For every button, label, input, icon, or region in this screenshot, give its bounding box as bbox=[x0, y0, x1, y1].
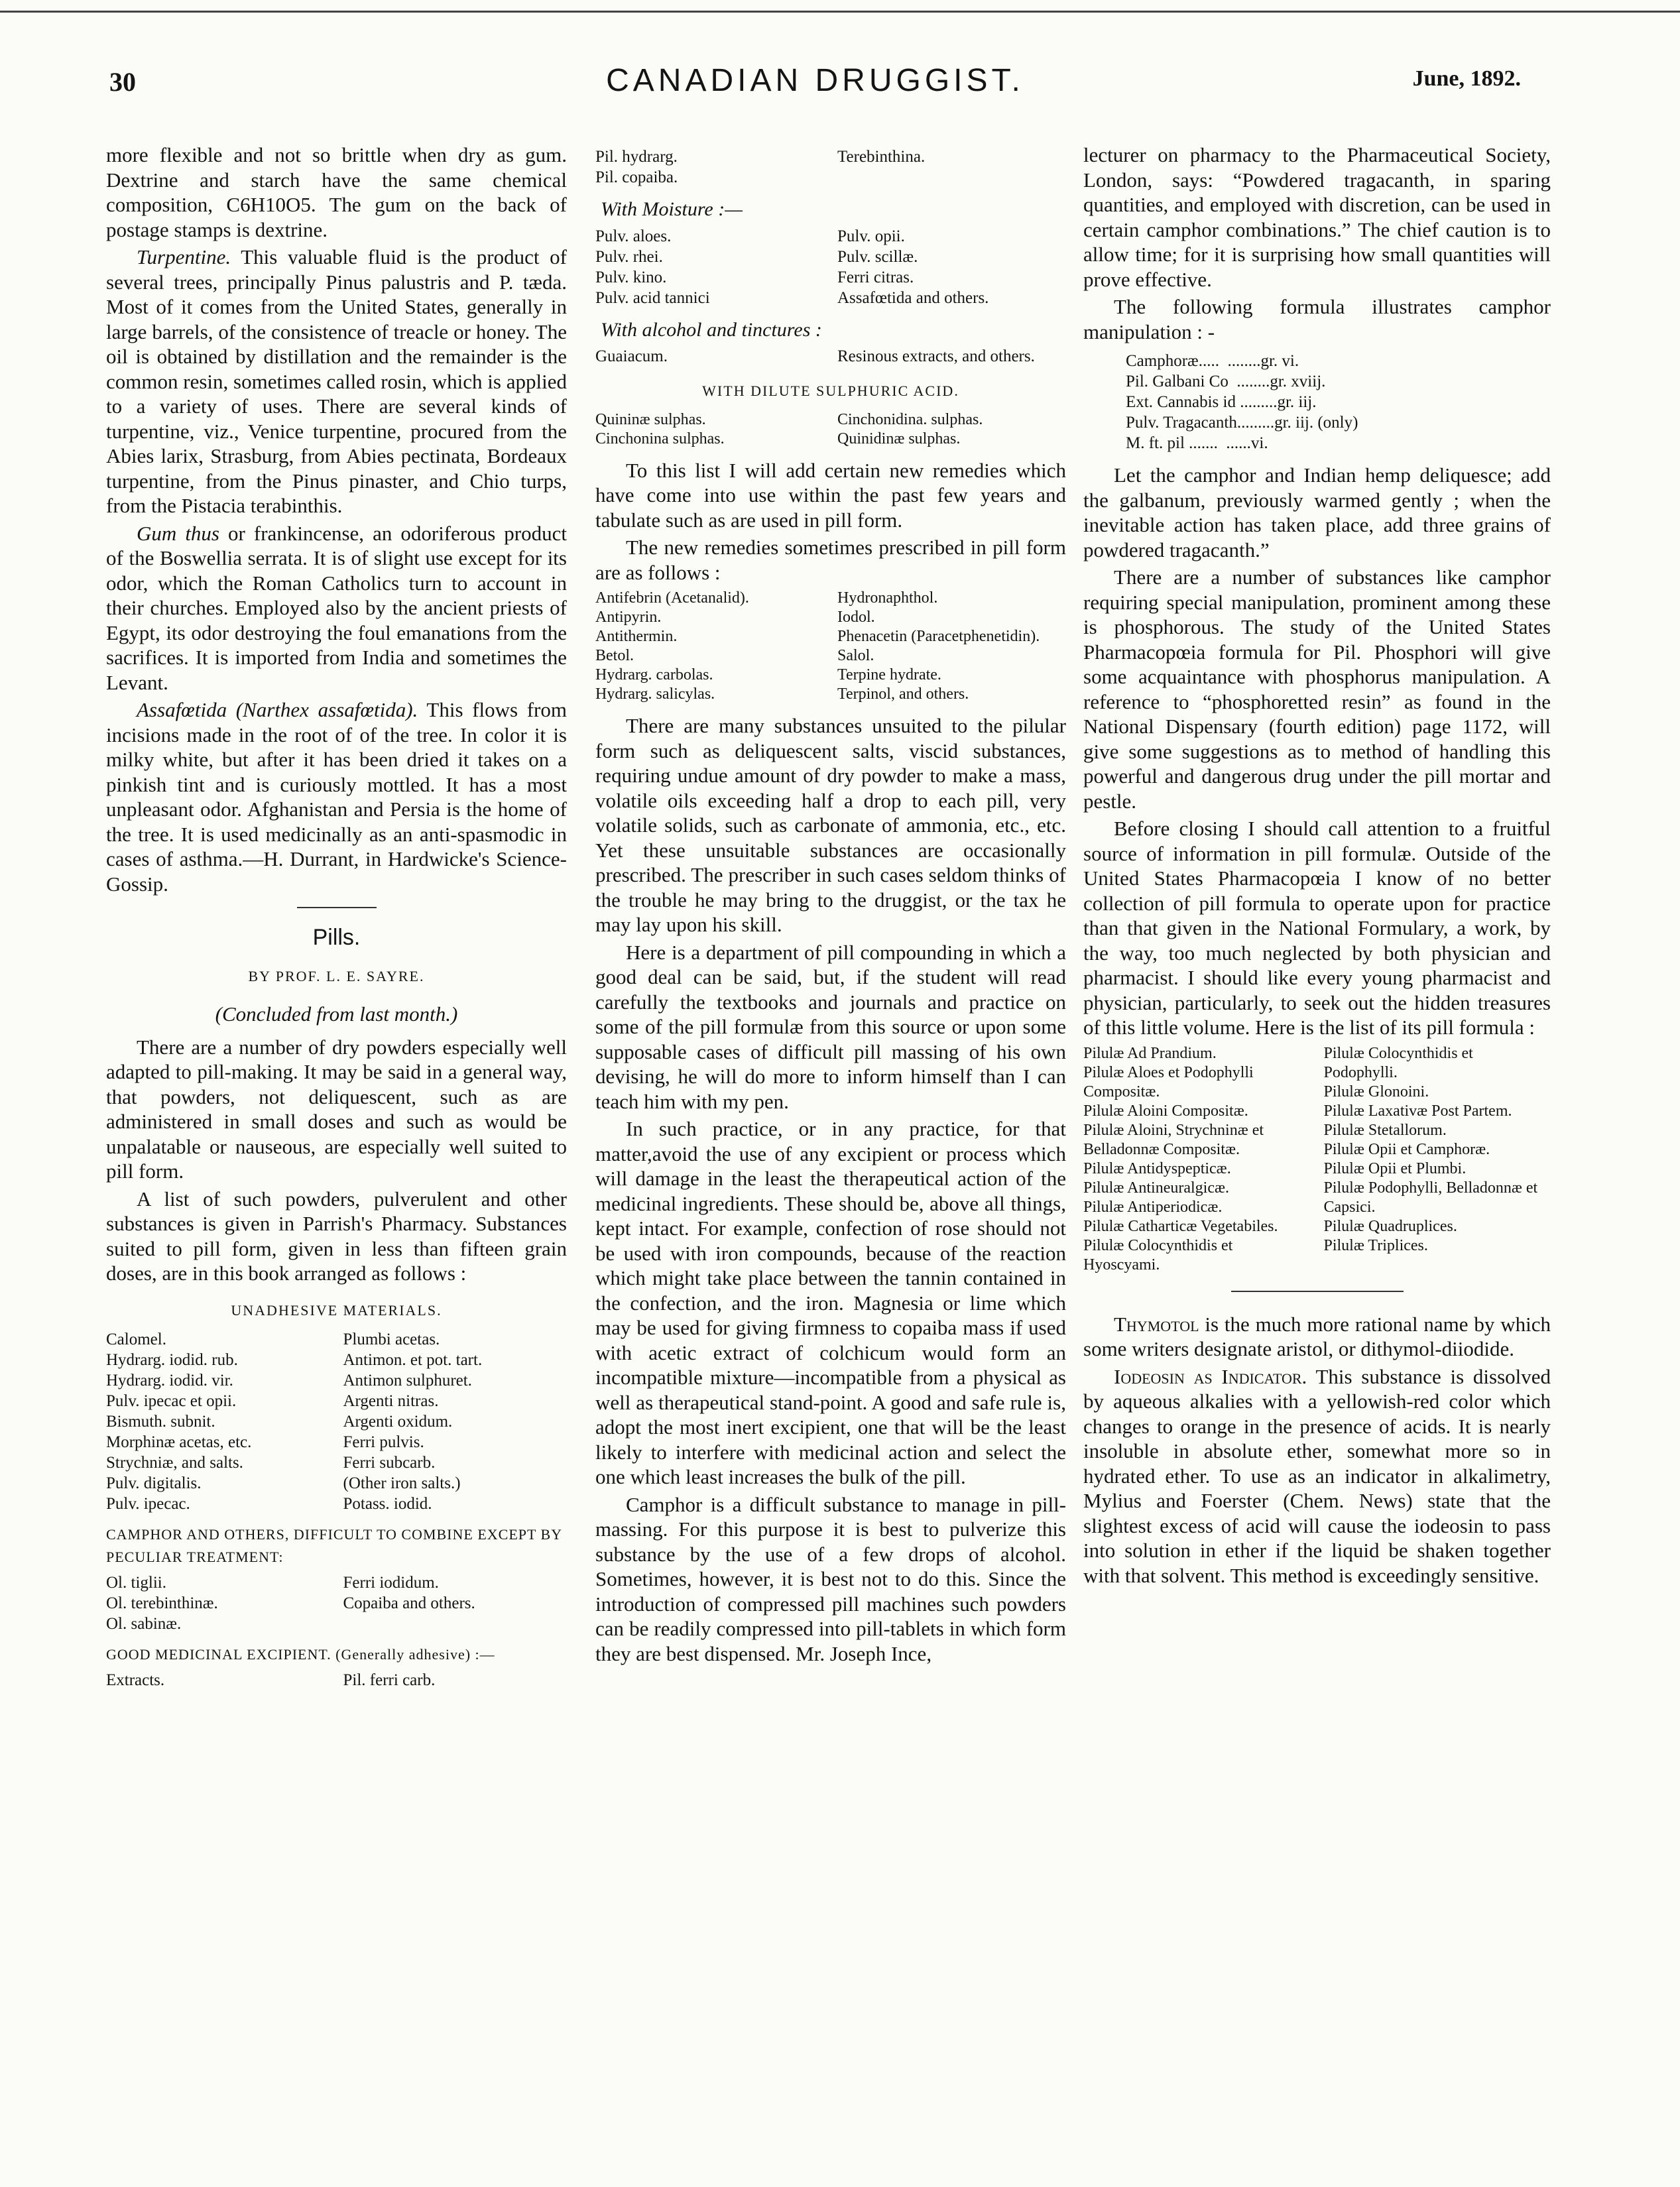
list-item: Guaiacum. bbox=[595, 347, 668, 365]
paragraph-dry-powders: There are a number of dry powders especially well adapted to pill-making. It may be said in a general way, that powders, not deliquescent, such as are administered in small doses and such as would be unpalatable or nauseous, are especially well suited to pill form. bbox=[106, 1035, 567, 1183]
good-excipient-list bbox=[106, 1670, 567, 1690]
list-item: Ol. tiglii. bbox=[106, 1574, 166, 1592]
paragraph-compounding: Here is a department of pill compounding in which a good deal can be said, but, if the student will read carefully the textbooks and journals and practice on some of the pill formulæ from this source or upon some supposable cases of difficult pill massing of his own devising, he will do more to inform himself than I can teach him with my pen. bbox=[595, 940, 1066, 1113]
moisture-heading: With Moisture :— bbox=[601, 198, 743, 220]
acid-heading: WITH DILUTE SULPHURIC ACID. bbox=[702, 383, 959, 399]
list-item: Copaiba and others. bbox=[343, 1594, 475, 1612]
acid-list bbox=[595, 410, 1066, 449]
list-item: Antimon sulphuret. bbox=[343, 1372, 472, 1389]
paragraph-thymotol bbox=[1083, 1312, 1551, 1362]
issue-date: June, 1892. bbox=[1412, 66, 1521, 91]
formulary-item: Pilulæ Podophylli, Belladonnæ et Capsici. bbox=[1323, 1179, 1538, 1216]
formula-line: Pulv. Tragacanth.........gr. iij. (only) bbox=[1126, 414, 1358, 432]
list-item: Pulv. ipecac. bbox=[106, 1495, 190, 1513]
list-item: Phenacetin (Paracetphenetidin). bbox=[837, 628, 1040, 645]
list-item: Hydrarg. salicylas. bbox=[595, 685, 715, 703]
formulary-item: Pilulæ Aloini Compositæ. bbox=[1083, 1102, 1248, 1120]
paragraph-new-remedies: To this list I will add certain new remedies which have come into use within the past few years and tabulate such as are used in pill form. bbox=[595, 458, 1066, 532]
formulary-list bbox=[1083, 1044, 1551, 1275]
text-iodeosin: This substance is dissolved by aqueous alkalies with a yellowish-red color which changes to orange in the presence of acids. It is nearly insoluble in absolute ether, somewhat more so in hydrated ether. To use as an indicator in alkalimetry, Mylius and Foerster (Chem. News) state that the slightest excess of acid will cause the iodeosin to pass into solution in ether if the liquid be shaken together with that solvent. This method is exceedingly sensitive. bbox=[1083, 1364, 1551, 1587]
list-item: Pulv. rhei. bbox=[595, 247, 663, 266]
list-item bbox=[343, 1614, 568, 1634]
term-turpentine: Turpentine. bbox=[137, 245, 231, 268]
text-gum-thus: or frankincense, an odoriferous product of the Boswellia serrata. It is of slight use except for its odor, which the Roman Catholics turn to account in their churches. Employed also by the ancient priests of Egypt, its odor destroying the foul emanations from the sacrifices. It is imported from India and sometimes the Levant. bbox=[106, 521, 568, 694]
formulary-item: Pilulæ Antineuralgicæ. bbox=[1083, 1179, 1229, 1197]
adhesive-list bbox=[595, 147, 1066, 188]
list-item: Quininæ sulphas. bbox=[595, 410, 706, 428]
list-item: Ferri subcarb. bbox=[343, 1454, 436, 1472]
camphor-heading: CAMPHOR AND OTHERS, DIFFICULT TO COMBINE EXCEPT BY PECULIAR TREATMENT: bbox=[106, 1526, 562, 1565]
list-item: Antipyrin. bbox=[595, 609, 662, 626]
list-item: Resinous extracts, and others. bbox=[837, 347, 1035, 365]
paragraph-gum-thus bbox=[106, 521, 567, 695]
list-item: Terebinthina. bbox=[837, 148, 926, 166]
paragraph-phosphorus: There are a number of substances like camphor requiring special manipulation, prominent among these is phosphorous. The study of the United States Pharmacopœia formula for Pil. Phosphori will give some acquaintance with phosphorus manipulation. A reference to “phosphoretted resin” as found in the National Dispensary (fourth edition) page 1172, will give some suggestions as to method of handling this powerful and dangerous drug under the pill mortar and pestle. bbox=[1083, 565, 1551, 813]
paragraph-formula-intro: The following formula illustrates camphor manipulation : - bbox=[1083, 295, 1551, 343]
text-assafoetida: This flows from incisions made in the root of of the tree. In color it is milky white, but after it has been dried it takes on a pinkish tint and is curiously mottled. It has a most unpleasant odor. Afghanistan and Persia is the home of the tree. It is used medicinally as an anti-spasmodic in cases of asthma.—H. Durrant, in Hardwicke's Science-Gossip. bbox=[106, 698, 567, 896]
paragraph-parrish-list: A list of such powders, pulverulent and other substances is given in Parrish's Pharmacy. Substances suited to pill form, given in less than fifteen grain doses, are in this book arranged as follows : bbox=[106, 1187, 567, 1285]
list-item: Hydrarg. carbolas. bbox=[595, 666, 713, 683]
paragraph-turpentine bbox=[106, 245, 567, 518]
list-item: Pulv. digitalis. bbox=[106, 1474, 202, 1492]
formulary-item: Pilulæ Catharticæ Vegetabiles. bbox=[1083, 1217, 1278, 1235]
column-1 bbox=[106, 143, 567, 1700]
list-item: Ferri pulvis. bbox=[343, 1433, 424, 1451]
list-item: Potass. iodid. bbox=[343, 1495, 432, 1513]
list-item: Pulv. scillæ. bbox=[837, 247, 918, 266]
list-item: Pulv. kino. bbox=[595, 268, 667, 286]
list-item: Ferri iodidum. bbox=[343, 1574, 439, 1592]
formulary-item: Pilulæ Ad Prandium. bbox=[1083, 1044, 1217, 1062]
formulary-left-column bbox=[1083, 1044, 1311, 1275]
camphor-list bbox=[106, 1572, 567, 1634]
continued-note: (Concluded from last month.) bbox=[215, 1002, 458, 1026]
paragraph-dextrine: more flexible and not so brittle when dry as gum. Dextrine and starch have the same chemical composition, C6H10O5. The gum on the back of postage stamps is dextrine. bbox=[106, 143, 567, 241]
article-title-pills: Pills. bbox=[312, 925, 361, 950]
list-item: Pulv. acid tannici bbox=[595, 288, 710, 307]
list-item: Antithermin. bbox=[595, 628, 678, 645]
formula-line: Pil. Galbani Co ........gr. xviij. bbox=[1126, 373, 1326, 390]
formulary-right-column bbox=[1324, 1044, 1551, 1275]
term-assafoetida: Assafœtida (Narthex assafœtida). bbox=[137, 698, 418, 721]
list-item: Assafœtida and others. bbox=[837, 288, 989, 307]
journal-title: CANADIAN DRUGGIST. bbox=[606, 63, 1024, 98]
paragraph-closing: Before closing I should call attention to a fruitful source of information in pill formulæ. Outside of the United States Pharmacopœia I know of no better collection of pill formula to operate upon for practice than that given in the National Formulary, a work, by the way, too much neglected by both physician and pharmacist. I should like every young pharmacist and physician, particularly, to seek out the hidden treasures of this little volume. Here is the list of its pill formula : bbox=[1083, 817, 1551, 1039]
formulary-item: Pilulæ Aloini, Strychninæ et Belladonnæ Compositæ. bbox=[1083, 1121, 1264, 1158]
list-item: (Other iron salts.) bbox=[343, 1474, 461, 1492]
formulary-item: Pilulæ Triplices. bbox=[1323, 1236, 1428, 1254]
unadhesive-list bbox=[106, 1329, 567, 1514]
list-item: Hydrarg. iodid. vir. bbox=[106, 1372, 233, 1389]
list-item: Quinidinæ sulphas. bbox=[837, 430, 961, 447]
term-iodeosin: Iodeosin as Indicator. bbox=[1114, 1364, 1307, 1388]
list-item: Pil. ferri carb. bbox=[343, 1671, 436, 1689]
formulary-item: Pilulæ Glonoini. bbox=[1323, 1083, 1429, 1100]
list-item: Antifebrin (Acetanalid). bbox=[595, 589, 749, 607]
list-item: Hydrarg. iodid. rub. bbox=[106, 1351, 238, 1369]
paragraph-sometimes-prescribed: The new remedies sometimes prescribed in pill form are as follows : bbox=[595, 536, 1066, 584]
paragraph-iodeosin bbox=[1083, 1364, 1551, 1588]
list-item: Plumbi acetas. bbox=[343, 1330, 440, 1348]
formula-line: Camphoræ..... ........gr. vi. bbox=[1126, 352, 1299, 370]
list-item: Iodol. bbox=[837, 609, 875, 626]
list-item: Extracts. bbox=[106, 1671, 165, 1689]
list-item: Morphinæ acetas, etc. bbox=[106, 1433, 252, 1451]
formulary-item: Pilulæ Laxativæ Post Partem. bbox=[1323, 1102, 1512, 1120]
term-gum-thus: Gum thus bbox=[137, 521, 219, 545]
formulary-item: Pilulæ Colocynthidis et Podophylli. bbox=[1323, 1044, 1473, 1081]
list-item: Ol. terebinthinæ. bbox=[106, 1594, 218, 1612]
list-item: Terpinol, and others. bbox=[837, 685, 969, 703]
paragraph-assafoetida bbox=[106, 697, 567, 896]
list-item: Pulv. ipecac et opii. bbox=[106, 1392, 237, 1410]
paragraph-ince: lecturer on pharmacy to the Pharmaceutical Society, London, says: “Powdered tragacanth, in sparing quantities, and employed with discretion, can be used in certain camphor combinations.” The chief caution is to allow time; for it is surprising how small quantities will prove effective. bbox=[1083, 143, 1551, 291]
paragraph-hemp: Let the camphor and Indian hemp deliquesce; add the galbanum, previously warmed gently ; when the inevitable action has taken place, add three grains of powdered tragacanth.” bbox=[1083, 463, 1551, 562]
page-header bbox=[109, 63, 1521, 106]
list-item: Strychniæ, and salts. bbox=[106, 1454, 243, 1472]
new-remedies-list bbox=[595, 589, 1066, 704]
section-divider bbox=[297, 907, 377, 908]
column-3 bbox=[1083, 143, 1551, 1588]
alcohol-heading: With alcohol and tinctures : bbox=[601, 318, 822, 341]
formulary-item: Pilulæ Antidyspepticæ. bbox=[1083, 1159, 1231, 1177]
column-2 bbox=[595, 143, 1066, 1666]
good-excipient-heading: GOOD MEDICINAL EXCIPIENT. (Generally adhesive) :— bbox=[106, 1646, 495, 1663]
list-item: Pulv. aloes. bbox=[595, 227, 672, 245]
list-item: Bismuth. subnit. bbox=[106, 1413, 215, 1431]
list-item: Salol. bbox=[837, 647, 874, 664]
formula-line: M. ft. pil ....... ......vi. bbox=[1126, 434, 1268, 452]
formulary-item: Pilulæ Quadruplices. bbox=[1323, 1217, 1457, 1235]
top-border-rule bbox=[0, 0, 1680, 13]
list-item: Calomel. bbox=[106, 1330, 166, 1348]
list-item: Cinchonina sulphas. bbox=[595, 430, 725, 447]
term-thymotol: Thymotol bbox=[1114, 1312, 1199, 1336]
list-item: Pil. hydrarg. bbox=[595, 148, 678, 166]
alcohol-list bbox=[595, 346, 1066, 367]
formulary-item: Pilulæ Antiperiodicæ. bbox=[1083, 1198, 1223, 1216]
text-turpentine: This valuable fluid is the product of several trees, principally Pinus palustris and P. tæda. Most of it comes from the United States, generally in large barrels, of the consistence of treacle or honey. The oil is obtained by distillation and the remainder is the common resin, sometimes called rosin, which is applied to a variety of uses. There are several kinds of turpentine, viz., Venice turpentine, procured from the Abies larix, Strasburg, from Abies pectinata, Bordeaux turpentine, from the Pinus pinaster, and Chio turps, from the Pistacia terabinthis. bbox=[106, 245, 567, 517]
list-item: Pil. copaiba. bbox=[595, 168, 678, 186]
section-divider-2 bbox=[1231, 1291, 1404, 1292]
list-item: Argenti oxidum. bbox=[343, 1413, 453, 1431]
list-item: Betol. bbox=[595, 647, 634, 664]
paragraph-camphor: Camphor is a difficult substance to manage in pill-massing. For this purpose it is best to pulverize this substance by the use of a few drops of alcohol. Sometimes, however, it is best not to do this. Since the introduction of compressed pill machines such powders can be readily compressed into pill-tablets in which form they are best dispensed. Mr. Joseph Ince, bbox=[595, 1492, 1066, 1665]
page-number: 30 bbox=[109, 67, 136, 97]
formulary-item: Pilulæ Opii et Plumbi. bbox=[1323, 1159, 1467, 1177]
list-item: Hydronaphthol. bbox=[837, 589, 938, 607]
formulary-item: Pilulæ Stetallorum. bbox=[1323, 1121, 1447, 1139]
paragraph-unsuited: There are many substances unsuited to the pilular form such as deliquescent salts, viscid substances, requiring undue amount of dry powder to make a mass, volatile oils exceeding half a drop to each pill, very volatile solids, such as carbonate of ammonia, etc., etc. Yet these unsuitable substances are occasionally prescribed. The prescriber in such cases seldom thinks of the trouble he may bring to the druggist, or the tax he may lay upon his skill. bbox=[595, 714, 1066, 936]
list-item: Antimon. et pot. tart. bbox=[343, 1351, 483, 1369]
list-item: Ferri citras. bbox=[837, 268, 914, 286]
text-thymotol: is the much more rational name by which some writers designate aristol, or dithymol-diiodide. bbox=[1083, 1312, 1551, 1360]
formulary-item: Pilulæ Colocynthidis et Hyoscyami. bbox=[1083, 1236, 1233, 1273]
list-item: Ol. sabinæ. bbox=[106, 1615, 182, 1633]
list-item: Argenti nitras. bbox=[343, 1392, 439, 1410]
list-item: Terpine hydrate. bbox=[837, 666, 941, 683]
formula-line: Ext. Cannabis id .........gr. iij. bbox=[1126, 393, 1317, 411]
article-byline: BY PROF. L. E. SAYRE. bbox=[248, 967, 425, 984]
camphor-formula bbox=[1126, 351, 1551, 453]
paragraph-practice: In such practice, or in any practice, for that matter,avoid the use of any excipient or process which will damage in the least the therapeutical action of the medicinal ingredients. These should be, above all things, kept intact. For example, confection of rose should not be used with iron compounds, because of the reaction which might take place between the tannin contained in the confection, and the iron. Magnesia or lime which may be used for giving firmness to copaiba mass if used with acetic extract of colchicum would form an incompatible mixture—incompatible from a physical as well as therapeutical stand-point. A good and safe rule is, adopt the most inert excipient, one that will be the least likely to interfere with medicinal action and select the one which least increases the bulk of the pill. bbox=[595, 1117, 1066, 1488]
list-item bbox=[837, 167, 1066, 188]
formulary-item: Pilulæ Opii et Camphoræ. bbox=[1323, 1140, 1490, 1158]
moisture-list bbox=[595, 226, 1066, 308]
list-item: Cinchonidina. sulphas. bbox=[837, 410, 983, 428]
list-item: Pulv. opii. bbox=[837, 227, 905, 245]
unadhesive-heading: UNADHESIVE MATERIALS. bbox=[231, 1301, 442, 1319]
formulary-item: Pilulæ Aloes et Podophylli Compositæ. bbox=[1083, 1063, 1254, 1100]
